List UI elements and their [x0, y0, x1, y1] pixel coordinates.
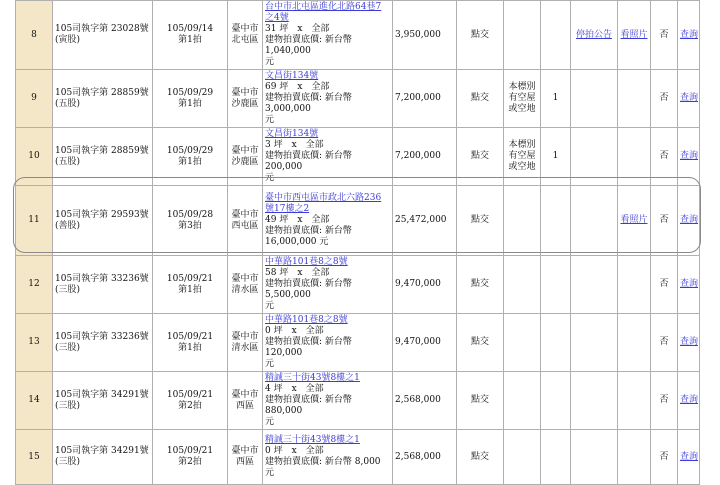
property-info-cell — [263, 430, 393, 485]
extra-count — [541, 186, 571, 256]
table-row — [16, 186, 700, 256]
area-line: 0 坪 x 全部 — [265, 446, 324, 456]
property-address-link[interactable]: 精誠三十街43號8樓之1 — [265, 435, 360, 445]
case-number: 105司執字第 33236號 — [55, 273, 149, 284]
case-number: 105司執字第 28859號 — [55, 87, 149, 98]
row-index: 9 — [16, 70, 53, 128]
division-label: (三股) — [55, 342, 81, 353]
flag-value: 否 — [651, 314, 678, 372]
district-name: 沙鹿區 — [231, 98, 259, 109]
query-cell — [678, 186, 700, 256]
auction-round: 第1拍 — [178, 98, 202, 109]
building-price-line: 建物拍賣底價: 新台幣 8,000 元 — [265, 457, 381, 478]
auction-round: 第2拍 — [178, 400, 202, 411]
flag-value: 否 — [651, 186, 678, 256]
auction-date-cell — [153, 186, 228, 256]
notice-cell — [571, 186, 618, 256]
extra-count — [541, 372, 571, 430]
property-address-link[interactable]: 臺中市西屯區市政北六路236號17樓之2 — [265, 193, 382, 214]
case-number: 105司執字第 34291號 — [55, 446, 149, 456]
area-line: 3 坪 x 全部 — [265, 140, 324, 150]
division-label: (三股) — [55, 457, 81, 467]
table-row — [16, 256, 700, 314]
extra-count: 1 — [541, 128, 571, 186]
handover-method: 點交 — [457, 186, 504, 256]
auction-date: 105/09/21 — [166, 273, 214, 284]
vacancy-note — [504, 70, 541, 128]
division-label: (善股) — [55, 220, 81, 231]
table-row — [16, 70, 700, 128]
notice-cell — [571, 70, 618, 128]
property-info-cell — [263, 372, 393, 430]
district-cell — [228, 314, 263, 372]
district-city: 臺中市 — [231, 446, 259, 456]
photo-cell — [618, 186, 651, 256]
photo-cell — [618, 1, 651, 70]
building-price-line: 建物拍賣底價: 新台幣 880,000 — [265, 395, 352, 416]
table-row — [16, 314, 700, 372]
auction-date: 105/09/21 — [166, 389, 214, 400]
auction-date-cell — [153, 70, 228, 128]
vacancy-note — [504, 128, 541, 186]
vacancy-note-text: 本標別有空屋或空地 — [508, 82, 536, 114]
building-price-line: 建物拍賣底價: 新台幣 — [265, 226, 352, 236]
case-number: 105司執字第 28859號 — [55, 145, 149, 156]
auction-round: 第1拍 — [178, 35, 202, 45]
query-cell — [678, 1, 700, 70]
notice-cell — [571, 256, 618, 314]
row-index: 15 — [16, 430, 53, 485]
district-name: 清水區 — [231, 284, 259, 295]
district-city: 臺中市 — [231, 331, 259, 342]
district-cell — [228, 70, 263, 128]
division-label: (寅股) — [55, 35, 81, 45]
query-link[interactable]: 查詢 — [680, 451, 699, 462]
district-name: 西區 — [235, 400, 254, 411]
query-link[interactable]: 查詢 — [680, 395, 699, 405]
notice-cell — [571, 430, 618, 485]
query-link[interactable]: 查詢 — [680, 151, 699, 161]
extra-count — [541, 1, 571, 70]
vacancy-note — [504, 186, 541, 256]
unit-label: 元 — [265, 417, 275, 427]
row-index: 11 — [16, 186, 53, 256]
district-city: 臺中市 — [231, 273, 259, 284]
division-label: (五股) — [55, 98, 81, 109]
unit-label: 元 — [265, 359, 275, 369]
photo-cell — [618, 372, 651, 430]
row-index: 8 — [16, 1, 53, 70]
property-info-cell — [263, 70, 393, 128]
suspension-notice-link[interactable]: 停拍公告 — [575, 29, 612, 40]
vacancy-note — [504, 314, 541, 372]
case-number-cell — [53, 186, 153, 256]
district-name: 清水區 — [231, 342, 259, 353]
auction-date-cell — [153, 430, 228, 485]
case-number-cell — [53, 70, 153, 128]
query-link[interactable]: 查詢 — [680, 93, 699, 103]
district-cell — [228, 186, 263, 256]
district-name: 北屯區 — [231, 35, 259, 45]
property-address-link[interactable]: 中華路101巷8之8號 — [265, 257, 348, 267]
area-line: 31 坪 x 全部 — [265, 24, 330, 34]
query-cell — [678, 372, 700, 430]
total-price: 3,950,000 — [393, 1, 457, 70]
total-price: 7,200,000 — [393, 128, 457, 186]
division-label: (五股) — [55, 156, 81, 167]
district-name: 西屯區 — [231, 220, 259, 231]
handover-method: 點交 — [457, 430, 504, 485]
total-price: 9,470,000 — [393, 256, 457, 314]
property-info-cell — [263, 256, 393, 314]
property-info-cell — [263, 186, 393, 256]
total-price: 2,568,000 — [393, 430, 457, 485]
auction-date-cell — [153, 314, 228, 372]
notice-cell — [571, 372, 618, 430]
table-row — [16, 128, 700, 186]
case-number: 105司執字第 23028號 — [55, 24, 149, 34]
photo-cell — [618, 256, 651, 314]
notice-cell — [571, 1, 618, 70]
district-city: 臺中市 — [231, 389, 259, 400]
handover-method: 點交 — [457, 256, 504, 314]
query-link[interactable]: 查詢 — [680, 29, 699, 40]
extra-count — [541, 314, 571, 372]
district-city: 臺中市 — [231, 209, 259, 220]
flag-value: 否 — [651, 372, 678, 430]
table-row — [16, 1, 700, 70]
division-label: (三股) — [55, 284, 81, 295]
query-cell — [678, 256, 700, 314]
flag-value: 否 — [651, 430, 678, 485]
query-link[interactable]: 查詢 — [680, 279, 699, 289]
auction-date: 105/09/29 — [166, 145, 214, 156]
query-cell — [678, 430, 700, 485]
building-price-line2: 16,000,000 元 — [265, 237, 329, 247]
view-photo-link[interactable]: 看照片 — [620, 215, 648, 225]
vacancy-note — [504, 430, 541, 485]
auction-round: 第1拍 — [178, 156, 202, 167]
district-name: 西區 — [235, 457, 254, 467]
photo-cell — [618, 314, 651, 372]
extra-count — [541, 430, 571, 485]
vacancy-note — [504, 256, 541, 314]
handover-method: 點交 — [457, 372, 504, 430]
area-line: 58 坪 x 全部 — [265, 268, 330, 278]
table-row — [16, 430, 700, 485]
total-price: 7,200,000 — [393, 70, 457, 128]
district-cell — [228, 1, 263, 70]
case-number-cell — [53, 1, 153, 70]
query-cell — [678, 314, 700, 372]
auction-round: 第3拍 — [178, 220, 202, 231]
division-label: (三股) — [55, 400, 81, 411]
auction-date-cell — [153, 1, 228, 70]
photo-cell — [618, 128, 651, 186]
case-number-cell — [53, 128, 153, 186]
view-photo-link[interactable]: 看照片 — [620, 29, 648, 40]
case-number-cell — [53, 314, 153, 372]
auction-round: 第2拍 — [178, 457, 202, 467]
building-price-line: 建物拍賣底價: 新台幣 120,000 — [265, 337, 352, 358]
notice-cell — [571, 314, 618, 372]
query-link[interactable]: 查詢 — [680, 215, 699, 225]
district-cell — [228, 256, 263, 314]
case-number-cell — [53, 256, 153, 314]
unit-label: 元 — [265, 57, 275, 67]
property-info-cell — [263, 1, 393, 70]
area-line: 49 坪 x 全部 — [265, 215, 330, 225]
building-price-line: 建物拍賣底價: 新台幣 1,040,000 — [265, 35, 352, 56]
case-number-cell — [53, 430, 153, 485]
total-price: 25,472,000 — [393, 186, 457, 256]
auction-date: 105/09/28 — [166, 209, 214, 220]
handover-method: 點交 — [457, 128, 504, 186]
flag-value: 否 — [651, 70, 678, 128]
handover-method: 點交 — [457, 314, 504, 372]
vacancy-note — [504, 372, 541, 430]
query-cell — [678, 70, 700, 128]
auction-date: 105/09/29 — [166, 87, 214, 98]
unit-label: 元 — [265, 173, 275, 183]
property-info-cell — [263, 128, 393, 186]
row-index: 13 — [16, 314, 53, 372]
row-index: 10 — [16, 128, 53, 186]
handover-method: 點交 — [457, 70, 504, 128]
flag-value: 否 — [651, 1, 678, 70]
unit-label: 元 — [265, 115, 275, 125]
total-price: 2,568,000 — [393, 372, 457, 430]
extra-count: 1 — [541, 70, 571, 128]
property-address-link[interactable]: 中華路101巷8之8號 — [265, 315, 348, 325]
auction-date-cell — [153, 256, 228, 314]
case-number: 105司執字第 34291號 — [55, 389, 149, 400]
building-price-line: 建物拍賣底價: 新台幣 200,000 — [265, 151, 352, 172]
auction-date-cell — [153, 128, 228, 186]
auction-date-cell — [153, 372, 228, 430]
table-row — [16, 372, 700, 430]
photo-cell — [618, 70, 651, 128]
district-cell — [228, 430, 263, 485]
unit-label: 元 — [265, 301, 275, 311]
auction-date: 105/09/21 — [166, 446, 214, 456]
case-number: 105司執字第 33236號 — [55, 331, 149, 342]
case-number: 105司執字第 29593號 — [55, 209, 149, 220]
property-info-cell — [263, 314, 393, 372]
flag-value: 否 — [651, 128, 678, 186]
auction-round: 第1拍 — [178, 284, 202, 295]
query-cell — [678, 128, 700, 186]
property-address-link[interactable]: 文昌街134號 — [265, 129, 319, 139]
auction-round: 第1拍 — [178, 342, 202, 353]
district-city: 臺中市 — [231, 87, 259, 98]
district-city: 臺中市 — [231, 24, 259, 34]
row-index: 12 — [16, 256, 53, 314]
auction-listing-table — [15, 0, 700, 485]
building-price-line: 建物拍賣底價: 新台幣 3,000,000 — [265, 93, 352, 114]
vacancy-note-text: 本標別有空屋或空地 — [508, 140, 536, 172]
query-link[interactable]: 查詢 — [680, 337, 699, 347]
total-price: 9,470,000 — [393, 314, 457, 372]
district-name: 沙鹿區 — [231, 156, 259, 167]
auction-date: 105/09/14 — [166, 24, 214, 34]
property-address-link[interactable]: 文昌街134號 — [265, 71, 319, 81]
case-number-cell — [53, 372, 153, 430]
district-city: 臺中市 — [231, 145, 259, 156]
building-price-line: 建物拍賣底價: 新台幣 5,500,000 — [265, 279, 352, 300]
area-line: 69 坪 x 全部 — [265, 82, 330, 92]
vacancy-note — [504, 1, 541, 70]
district-cell — [228, 372, 263, 430]
row-index: 14 — [16, 372, 53, 430]
district-cell — [228, 128, 263, 186]
extra-count — [541, 256, 571, 314]
handover-method: 點交 — [457, 1, 504, 70]
area-line: 4 坪 x 全部 — [265, 384, 324, 394]
auction-date: 105/09/21 — [166, 331, 214, 342]
property-address-link[interactable]: 精誠三十街43號8樓之1 — [265, 373, 360, 383]
area-line: 0 坪 x 全部 — [265, 326, 324, 336]
notice-cell — [571, 128, 618, 186]
property-address-link[interactable]: 台中市北屯區進化北路64巷7之4號 — [265, 2, 382, 23]
flag-value: 否 — [651, 256, 678, 314]
photo-cell — [618, 430, 651, 485]
